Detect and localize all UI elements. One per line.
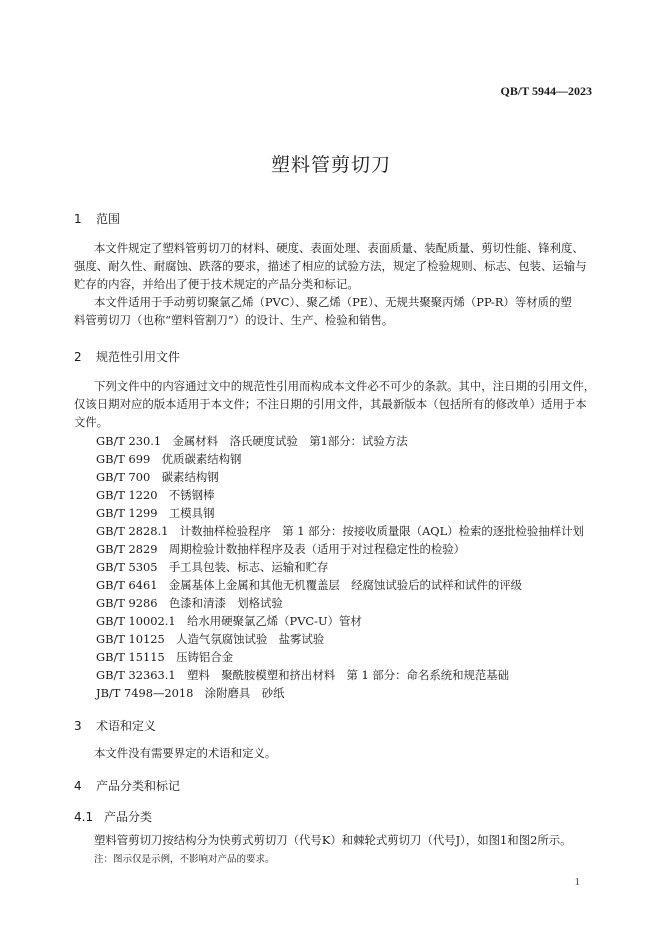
subsection-4-1-title: 产品分类 — [104, 810, 153, 824]
reference-item: GB/T 6461 金属基体上金属和其他无机覆盖层 经腐蚀试验后的试样和试件的评级 — [96, 578, 523, 592]
section-4-heading — [74, 777, 180, 794]
section-1-para-1-line-3: 贮存的内容，并给出了便于技术规定的产品分类和标记。 — [74, 277, 359, 291]
reference-item: GB/T 10125 人造气氛腐蚀试验 盐雾试验 — [96, 632, 325, 646]
reference-item: GB/T 2828.1 计数抽样检验程序 第 1 部分：按接收质量限（AQL）检索的逐批检验抽样计划 — [96, 524, 584, 538]
reference-item: GB/T 9286 色漆和清漆 划格试验 — [96, 596, 283, 610]
figure-note: 注：图示仅是示例，不影响对产品的要求。 — [94, 854, 275, 865]
reference-item: GB/T 1220 不锈钢棒 — [96, 488, 215, 502]
section-2-intro-line-3: 文件。 — [74, 415, 109, 429]
reference-item: GB/T 15115 压铸铝合金 — [96, 650, 234, 664]
standard-code: QB/T 5944—2023 — [500, 84, 592, 98]
section-2-intro-line-2: 仅该日期对应的版本适用于本文件；不注日期的引用文件，其最新版本（包括所有的修改单）适用于本 — [74, 397, 587, 411]
section-1-para-2-line-2: 料管剪切刀（也称“塑料管割刀”）的设计、生产、检验和销售。 — [74, 313, 394, 327]
section-3-title: 术语和定义 — [96, 719, 157, 733]
document-title: 塑料管剪切刀 — [270, 154, 391, 176]
section-2-intro-line-1: 下列文件中的内容通过文中的规范性引用而构成本文件必不可少的条款。其中，注日期的引用文件， — [94, 379, 596, 393]
section-2-number: 2 — [74, 350, 82, 364]
section-1-heading — [74, 210, 120, 227]
section-4-title: 产品分类和标记 — [96, 779, 181, 793]
section-3-heading — [74, 717, 156, 734]
subsection-4-1-number: 4.1 — [74, 810, 94, 824]
reference-item: GB/T 699 优质碳素结构钢 — [96, 452, 242, 466]
subsection-4-1-text: 塑料管剪切刀按结构分为快剪式剪切刀（代号K）和棘轮式剪切刀（代号J），如图1和图2所示。 — [94, 833, 572, 847]
section-3-number: 3 — [74, 719, 82, 733]
reference-item: GB/T 230.1 金属材料 洛氏硬度试验 第1部分：试验方法 — [96, 434, 408, 448]
subsection-4-1-heading — [74, 808, 152, 825]
section-1-number: 1 — [74, 212, 82, 226]
reference-item: GB/T 2829 周期检验计数抽样程序及表（适用于对过程稳定性的检验） — [96, 542, 466, 556]
reference-item: GB/T 1299 工模具钢 — [96, 506, 215, 520]
section-2-title: 规范性引用文件 — [96, 350, 181, 364]
section-4-number: 4 — [74, 779, 82, 793]
reference-item: GB/T 700 碳素结构钢 — [96, 470, 219, 484]
page-number: 1 — [574, 876, 580, 888]
section-1-para-2-line-1: 本文件适用于手动剪切聚氯乙烯（PVC）、聚乙烯（PE）、无规共聚聚丙烯（PP-R）等材质的塑 — [94, 295, 572, 309]
reference-item: GB/T 32363.1 塑料 聚酰胺模塑和挤出材料 第 1 部分：命名系统和规范基础 — [96, 668, 510, 682]
section-3-text: 本文件没有需要界定的术语和定义。 — [94, 746, 277, 760]
section-1-para-1-line-1: 本文件规定了塑料管剪切刀的材料、硬度、表面处理、表面质量、装配质量、剪切性能、锋利度、 — [94, 241, 584, 255]
reference-item: GB/T 10002.1 给水用硬聚氯乙烯（PVC-U）管材 — [96, 614, 362, 628]
section-1-title: 范围 — [96, 212, 121, 226]
reference-item: JB/T 7498—2018 涂附磨具 砂纸 — [96, 686, 285, 700]
section-1-para-1-line-2: 强度、耐久性、耐腐蚀、跌落的要求，描述了相应的试验方法，规定了检验规则、标志、包装、运输与 — [74, 259, 587, 273]
reference-item: GB/T 5305 手工具包装、标志、运输和贮存 — [96, 560, 329, 574]
section-2-heading — [74, 348, 180, 365]
